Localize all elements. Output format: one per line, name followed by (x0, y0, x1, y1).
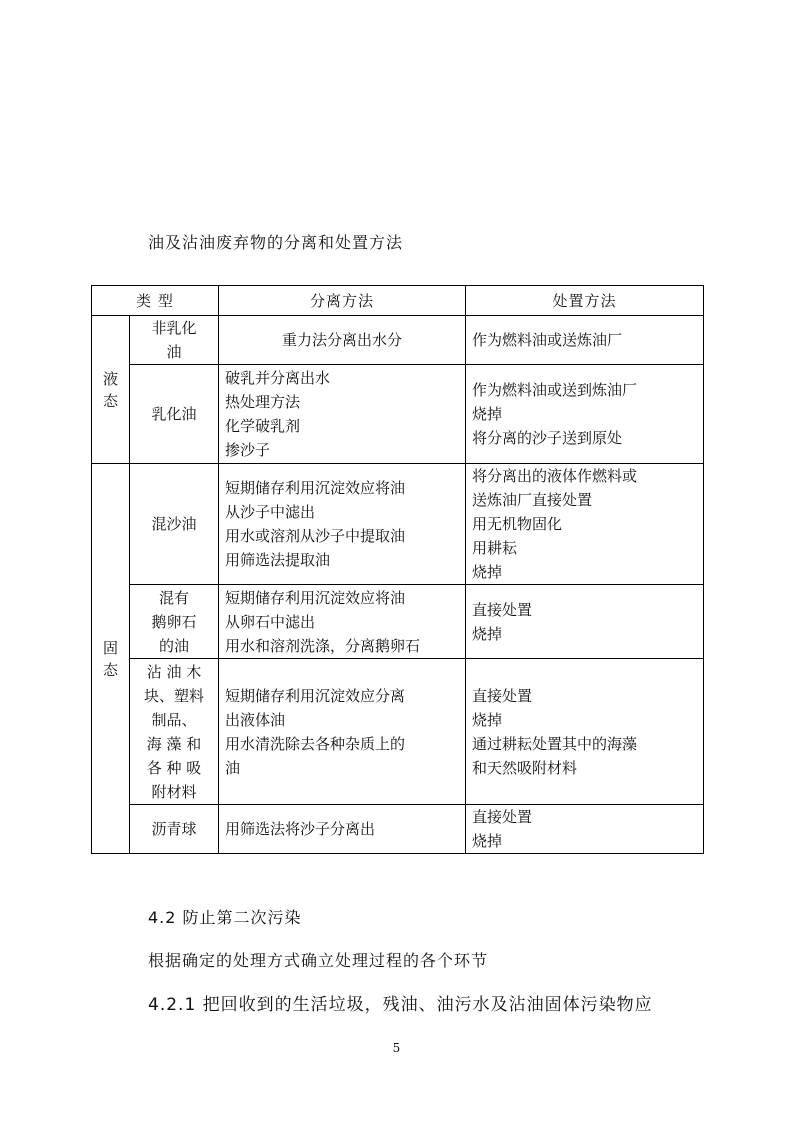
state-solid (92, 464, 130, 854)
disposal-line: 烧掉 (472, 710, 503, 729)
section-heading: 4.2 防止第二次污染 (148, 908, 302, 927)
body-paragraph: 4.2.1 把回收到的生活垃圾，残油、油污水及沾油固体污染物应 (148, 995, 653, 1015)
separation-line: 出液体油 (225, 710, 286, 729)
separation-line: 短期储存利用沉淀效应分离 (225, 686, 406, 705)
state-char: 固 (102, 638, 118, 657)
page-number: 5 (392, 1041, 401, 1055)
separation-line: 用水和溶剂洗涤，分离鹅卵石 (225, 636, 421, 655)
state-liquid (92, 316, 130, 464)
disposal-cell (466, 805, 704, 854)
disposal-line: 和天然吸附材料 (472, 758, 578, 777)
header-disposal: 处置方法 (466, 286, 704, 316)
type-line: 油 (166, 343, 182, 361)
table-row (92, 316, 704, 365)
separation-line: 从沙子中滤出 (225, 503, 316, 521)
separation-line: 掺沙子 (225, 441, 271, 459)
separation-line: 用水清洗除去各种杂质上的 (225, 734, 406, 753)
disposal-line: 作为燃料油或送到炼油厂 (472, 381, 638, 399)
separation-line: 用筛选法将沙子分离出 (225, 820, 376, 838)
type-line: 混有 (158, 588, 189, 607)
type-line: 制品、 (151, 710, 197, 729)
oil-waste-table (91, 285, 704, 854)
disposal-line: 送炼油厂直接处置 (472, 491, 593, 509)
type-line: 附材料 (151, 782, 197, 801)
table-caption: 油及沾油废弃物的分离和处置方法 (148, 233, 404, 252)
disposal-cell (466, 316, 704, 365)
disposal-cell (466, 659, 704, 805)
type-cell (130, 316, 219, 365)
separation-cell (219, 659, 466, 805)
separation-line: 热处理方法 (225, 393, 301, 411)
separation-line: 从卵石中滤出 (225, 612, 316, 631)
disposal-line: 直接处置 (472, 686, 533, 705)
separation-cell (219, 585, 466, 659)
separation-line: 破乳并分离出水 (225, 369, 331, 387)
type-line: 鹅卵石 (151, 612, 197, 631)
separation-line: 用水或溶剂从沙子中提取油 (225, 527, 406, 545)
separation-line: 短期储存利用沉淀效应将油 (225, 588, 406, 607)
type-line: 的油 (158, 636, 189, 655)
disposal-cell (466, 464, 704, 585)
table-row (92, 365, 704, 464)
type-cell (130, 464, 219, 585)
disposal-line: 通过耕耘处置其中的海藻 (472, 734, 638, 753)
separation-cell (219, 365, 466, 464)
separation-line: 化学破乳剂 (225, 417, 301, 435)
disposal-line: 烧掉 (472, 832, 503, 850)
type-line: 乳化油 (151, 405, 197, 423)
separation-cell (219, 464, 466, 585)
state-char: 态 (102, 391, 118, 410)
separation-cell (219, 316, 466, 365)
separation-cell (219, 805, 466, 854)
type-cell (130, 585, 219, 659)
table-header-row (92, 286, 704, 316)
type-cell (130, 365, 219, 464)
disposal-line: 直接处置 (472, 600, 533, 619)
disposal-line: 直接处置 (472, 808, 533, 826)
type-line: 沾 油 木 (146, 662, 202, 681)
disposal-line: 作为燃料油或送炼油厂 (472, 331, 623, 349)
disposal-line: 用无机物固化 (472, 515, 563, 533)
separation-line: 短期储存利用沉淀效应将油 (225, 479, 406, 497)
table-row (92, 659, 704, 805)
type-line: 块、塑料 (143, 686, 204, 705)
state-char: 液 (102, 369, 118, 388)
disposal-cell (466, 365, 704, 464)
type-line: 海 藻 和 (146, 734, 202, 753)
type-line: 沥青球 (151, 820, 197, 838)
disposal-line: 将分离出的液体作燃料或 (472, 467, 638, 485)
table-row (92, 464, 704, 585)
type-line: 混沙油 (151, 515, 197, 533)
separation-line: 重力法分离出水分 (281, 331, 402, 349)
table-row (92, 805, 704, 854)
disposal-line: 烧掉 (472, 624, 503, 643)
disposal-line: 用耕耘 (472, 539, 518, 557)
body-paragraph: 根据确定的处理方式确立处理过程的各个环节 (148, 951, 489, 970)
header-separation: 分离方法 (219, 286, 466, 316)
type-cell (130, 805, 219, 854)
type-line: 各 种 吸 (146, 758, 202, 777)
header-type: 类 型 (92, 286, 219, 316)
type-line: 非乳化 (151, 319, 197, 337)
separation-line: 用筛选法提取油 (225, 551, 331, 569)
disposal-cell (466, 585, 704, 659)
type-cell (130, 659, 219, 805)
disposal-line: 烧掉 (472, 405, 503, 423)
disposal-line: 烧掉 (472, 563, 503, 581)
disposal-line: 将分离的沙子送到原处 (472, 429, 623, 447)
table-row (92, 585, 704, 659)
separation-line: 油 (225, 758, 241, 777)
state-char: 态 (102, 660, 118, 679)
